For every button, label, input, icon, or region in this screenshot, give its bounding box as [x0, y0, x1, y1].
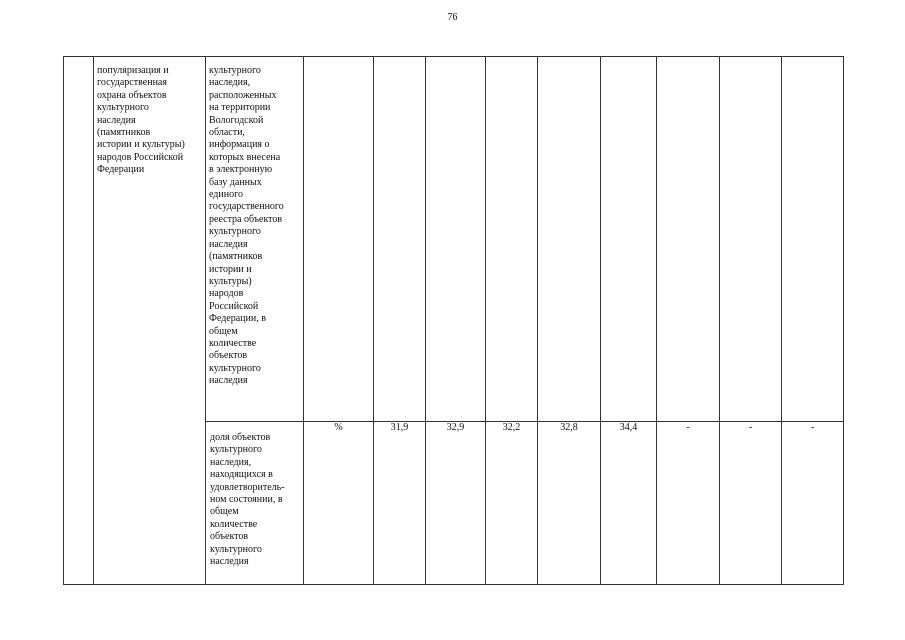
task-cell	[94, 57, 206, 585]
value-cell	[538, 57, 601, 422]
value-cell	[782, 57, 844, 422]
value-cell	[374, 57, 426, 422]
value-cell	[720, 57, 782, 422]
value-cell: -	[720, 422, 782, 585]
value-cell: -	[657, 422, 720, 585]
page-number: 76	[447, 12, 458, 23]
value-cell: 31,9	[374, 422, 426, 585]
value-cell: -	[782, 422, 844, 585]
number-cell	[64, 57, 94, 585]
task-text: популяризация и государственная охрана объектов культурного наследия (памятников истории и культуры) народов Российской Федерации	[97, 65, 185, 176]
value-cell	[601, 57, 657, 422]
value-cell: 32,8	[538, 422, 601, 585]
value-cell	[426, 57, 486, 422]
unit-cell: %	[304, 422, 374, 585]
value-cell	[657, 57, 720, 422]
indicators-table	[63, 56, 844, 585]
indicator-2-text: доля объектов культурного наследия, находящихся в удовлетворитель- ном состоянии, в общем количестве объектов культурного наследия	[210, 432, 285, 568]
value-cell: 32,9	[426, 422, 486, 585]
value-cell	[486, 57, 538, 422]
table-row	[64, 57, 844, 422]
value-cell: 32,2	[486, 422, 538, 585]
indicator-1-text: культурного наследия, расположенных на территории Вологодской области, информация о которых внесена в электронную базу данных единого государственного реестра объектов культурного наследия (памятников истории и культуры) народов Российской Федерации, в общем количестве объектов культурного наследия	[209, 65, 284, 387]
indicator-cell	[206, 57, 304, 422]
value-cell: 34,4	[601, 422, 657, 585]
indicator-cell	[206, 422, 304, 585]
unit-cell	[304, 57, 374, 422]
